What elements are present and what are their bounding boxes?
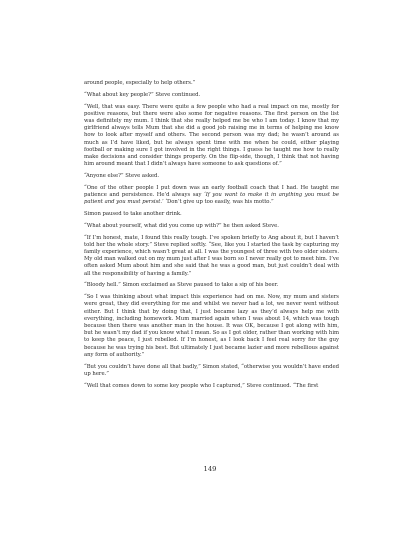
paragraph	[84, 364, 339, 378]
paragraph	[84, 282, 339, 289]
paragraph-text: around people, especially to help others.”	[84, 80, 196, 86]
paragraph	[84, 185, 339, 207]
paragraph	[84, 92, 339, 99]
paragraph-text: “Well, that was easy. There were quite a few people who had a real impact on me, mostly for positive reasons, but there were also some for negative reasons. The first person on the list was definitely my mum. I think that she really helped me be who I am today. I know that my girlfriend always tells Mum that she did a good job raising me in terms of helping me know how to look after myself and others. The second person was my dad; he wasn’t around as much as I’d have liked, but he always spent time with me when he could, either playing football or making sure I got involved in the right things. I guess he taught me how to really make decisions and consider things properly. On the flip-side, though, I think that not having him around meant that I didn’t always have someone to ask questions of.”	[84, 103, 339, 168]
paragraph-text: “Bloody hell.” Simon exclaimed as Steve paused to take a sip of his beer.	[84, 282, 279, 289]
paragraph-text: ‘Don’t give up too easily, was his motto.”	[163, 199, 274, 206]
paragraph-text: “One of the other people I put down was an early football coach that I had. He taught me patience and persistence. He’d always say	[84, 184, 339, 199]
paragraph	[84, 235, 339, 278]
page-number: 149	[203, 465, 217, 473]
paragraph-text: “What about yourself, what did you come up with?” he then asked Steve.	[84, 222, 279, 229]
paragraph	[84, 211, 339, 218]
paragraph	[84, 223, 339, 230]
paragraph-text: Simon paused to take another drink.	[84, 211, 182, 218]
paragraph	[84, 80, 339, 87]
body-text	[84, 80, 339, 394]
paragraph-text: “Anyone else?” Steve asked.	[84, 173, 160, 180]
paragraph-text: “But you couldn’t have done all that badly,” Simon stated, “otherwise you wouldn’t have ended up here.”	[84, 363, 339, 377]
paragraph-text: “If I’m honest, mate, I found this really tough. I’ve spoken briefly to Ang about it, but I haven’t told her the whole story.” Steve replied softly. “See, like you I started the task by capturing my family experience, which wasn’t great at all. I was the youngest of three with two older sisters. My old man walked out on my mum just after I was born so I never really got to meet him. I’ve often asked Mum about him and she said that he was a good man, but just couldn’t deal with all the responsibility of having a family.”	[84, 234, 339, 277]
paragraph	[84, 173, 339, 180]
paragraph-text: “Well that comes down to some key people who I captured,” Steve continued. “The first	[84, 382, 319, 389]
paragraph	[84, 104, 339, 169]
italic-quote: ‘If you want to make it in anything you must be patient and you must persist.’	[84, 192, 339, 206]
paragraph	[84, 294, 339, 359]
paragraph-text: “What about key people?” Steve continued.	[84, 91, 201, 98]
paragraph	[84, 383, 339, 390]
paragraph-text: “So I was thinking about what impact this experience had on me. Now, my mum and sisters were great, they did everything for me and whilst we never had a lot, we never went without either. But I think that by doing that, I just became lazy as they’d always help me with everything, including homework. Mum married again when I was about 14, which was tough because then there was another man in the house. It was OK, because I got along with him, but he wasn’t my dad if you know what I mean. So as I got older, rather than working with him to keep the peace, I just rebelled. If I’m honest, as I look back I feel real sorry for the guy because he was trying his best. But ultimately I just became lazier and more rebellious against any form of authority.”	[84, 294, 339, 358]
